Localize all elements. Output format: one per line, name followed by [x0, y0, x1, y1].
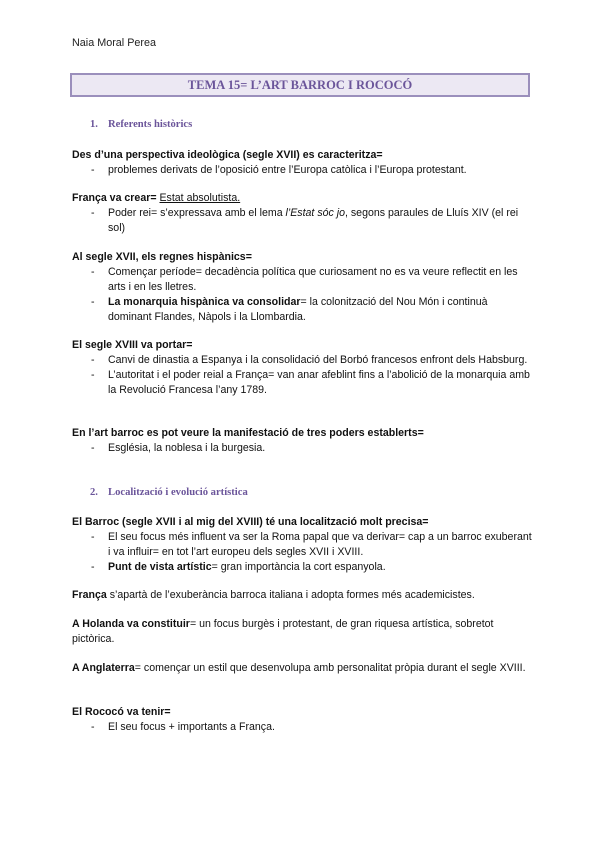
bullet-list: [72, 206, 532, 236]
bullet-list: [72, 530, 532, 575]
bullet-list: [72, 353, 532, 398]
list-item: - El seu focus més influent va ser la Roma papal que va derivar= cap a un barroc exuberant i va influir= en tot l’art europeu dels segles XVII i XVIII.: [72, 530, 532, 560]
section-heading-referents: [90, 117, 192, 132]
list-item: - problemes derivats de l’oposició entre l’Europa catòlica i l’Europa protestant.: [72, 163, 532, 178]
block-three-powers: [72, 426, 532, 456]
bullet-list: [72, 441, 532, 456]
block-lead: El Barroc (segle XVII i al mig del XVIII) té una localització molt precisa=: [72, 516, 429, 528]
list-item: - L’autoritat i el poder reial a França= van anar afeblint fins a l’abolició de la monarquia amb la Revolució Francesa l’any 1789.: [72, 368, 532, 398]
block-barroc-location: [72, 515, 532, 575]
block-lead: El Rococó va tenir=: [72, 706, 171, 718]
block-franca-absolutism: [72, 191, 532, 236]
block-eighteenth-century: [72, 338, 532, 398]
section-title: Localització i evolució artística: [108, 487, 248, 498]
paragraph-holanda: A Holanda va constituir= un focus burgès i protestant, de gran riquesa artística, sobretot pictòrica.: [72, 618, 494, 645]
list-item: - Canvi de dinastia a Espanya i la consolidació del Borbó francesos enfront dels Habsburg.: [72, 353, 532, 368]
block-lead: Al segle XVII, els regnes hispànics=: [72, 251, 252, 263]
paragraph-anglaterra: A Anglaterra= començar un estil que desenvolupa amb personalitat pròpia durant el segle XVIII.: [72, 662, 526, 674]
block-lead: El segle XVIII va portar=: [72, 339, 193, 351]
paragraph-franca: França s’apartà de l’exuberància barroca italiana i adopta formes més academicistes.: [72, 589, 475, 601]
bullet-list: [72, 720, 532, 735]
list-item: - Església, la noblesa i la burgesia.: [72, 441, 532, 456]
list-item: - El seu focus + importants a França.: [72, 720, 532, 735]
section-title: Referents històrics: [108, 119, 193, 130]
section-heading-localitzacio: [90, 485, 248, 500]
section-number: 1.: [90, 119, 98, 130]
block-lead: França va crear= Estat absolutista.: [72, 192, 241, 204]
block-rococo: [72, 705, 532, 735]
list-item: - Començar període= decadència política que curiosament no es va veure reflectit en les arts i en les lletres.: [72, 265, 532, 295]
section-number: 2.: [90, 487, 98, 498]
author-name: Naia Moral Perea: [72, 37, 157, 49]
block-lead: Des d’una perspectiva ideològica (segle XVII) es caracteritza=: [72, 149, 383, 161]
document-title: TEMA 15= L’ART BARROC I ROCOCÓ: [70, 73, 530, 97]
bullet-list: [72, 163, 532, 178]
block-lead: En l’art barroc es pot veure la manifestació de tres poders establerts=: [72, 427, 424, 439]
list-item: - La monarquia hispànica va consolidar= la colonització del Nou Món i continuà dominant Flandes, Nàpols i la Llombardia.: [72, 295, 532, 325]
list-item: - Punt de vista artístic= gran importància la cort espanyola.: [72, 560, 532, 575]
bullet-list: [72, 265, 532, 325]
list-item: - Poder rei= s’expressava amb el lema l’Estat sóc jo, segons paraules de Lluís XIV (el rei sol): [72, 206, 532, 236]
block-ideological-perspective: [72, 148, 532, 178]
block-hispanic-kingdoms: [72, 250, 532, 325]
